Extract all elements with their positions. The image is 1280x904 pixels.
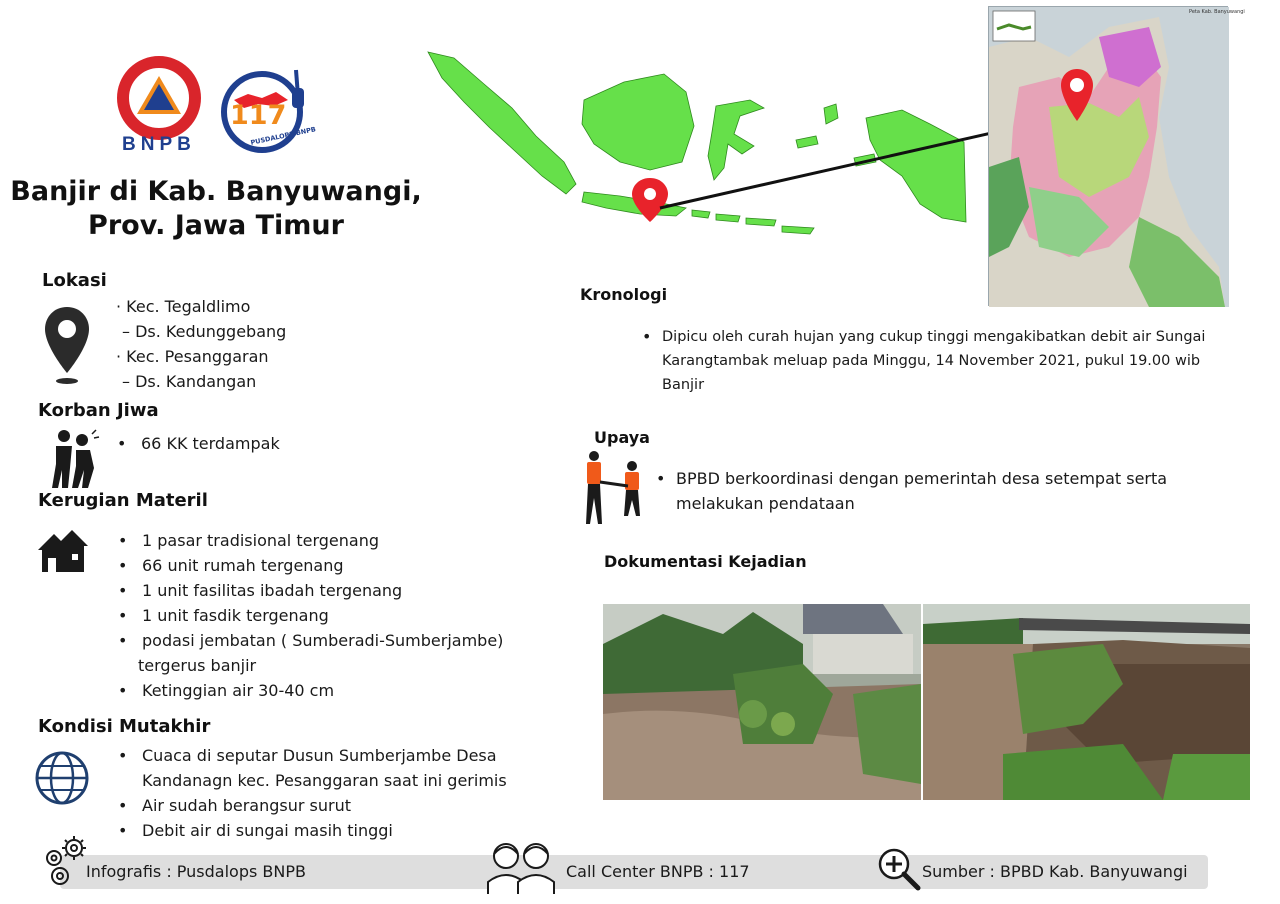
flood-photo-village bbox=[603, 604, 921, 800]
lokasi-item: – Ds. Kedunggebang bbox=[122, 322, 287, 341]
flood-photo-bridge bbox=[923, 604, 1250, 800]
victims-icon bbox=[48, 428, 100, 490]
magnifier-plus-icon bbox=[876, 846, 922, 892]
kronologi-line: Banjir bbox=[662, 377, 705, 393]
upaya-heading: Upaya bbox=[594, 428, 650, 447]
houses-icon bbox=[36, 528, 88, 574]
kerugian-item: • podasi jembatan ( Sumberadi-Sumberjambe) bbox=[118, 628, 503, 653]
kondisi-heading: Kondisi Mutakhir bbox=[38, 716, 211, 737]
title-line-1: Banjir di Kab. Banyuwangi, bbox=[10, 176, 422, 207]
korban-list bbox=[117, 431, 280, 456]
bnpb-emblem-icon bbox=[118, 60, 200, 140]
kondisi-item-cont: Kandanagn kec. Pesanggaran saat ini gerimis bbox=[142, 771, 507, 790]
kondisi-item: • Debit air di sungai masih tinggi bbox=[118, 818, 507, 843]
lokasi-list bbox=[116, 294, 286, 394]
call-center-icon bbox=[484, 838, 560, 894]
lokasi-item: · Kec. Pesanggaran bbox=[116, 347, 269, 366]
upaya-line: melakukan pendataan bbox=[676, 494, 855, 513]
island-sumatra bbox=[428, 52, 576, 194]
footer-sumber: Sumber : BPBD Kab. Banyuwangi bbox=[922, 862, 1188, 881]
kerugian-list bbox=[118, 528, 503, 703]
upaya-line: • BPBD berkoordinasi dengan pemerintah desa setempat serta bbox=[656, 466, 1167, 491]
kondisi-item: • Cuaca di seputar Dusun Sumberjambe Desa bbox=[118, 743, 507, 768]
location-pin-icon bbox=[42, 305, 92, 387]
kronologi-line: Karangtambak meluap pada Minggu, 14 November 2021, pukul 19.00 wib bbox=[662, 353, 1201, 369]
korban-item: • 66 KK terdampak bbox=[117, 431, 280, 456]
kerugian-item: • 1 unit fasilitas ibadah tergenang bbox=[118, 578, 503, 603]
kerugian-item: • 1 pasar tradisional tergenang bbox=[118, 528, 503, 553]
inset-map-pin-icon bbox=[1059, 67, 1095, 123]
title-line-2: Prov. Jawa Timur bbox=[88, 210, 344, 241]
gears-icon bbox=[38, 832, 92, 888]
kronologi-text bbox=[642, 325, 1205, 397]
page-title bbox=[0, 175, 432, 243]
banyuwangi-map bbox=[988, 6, 1245, 306]
kerugian-item-cont: tergerus banjir bbox=[138, 656, 257, 675]
kondisi-item: • Air sudah berangsur surut bbox=[118, 793, 507, 818]
kerugian-item: • Ketinggian air 30-40 cm bbox=[118, 678, 503, 703]
flood-photo-village-image bbox=[603, 604, 921, 800]
bnpb-logo bbox=[118, 60, 200, 158]
korban-heading: Korban Jiwa bbox=[38, 400, 159, 421]
rescue-workers-icon bbox=[580, 450, 644, 528]
banyuwangi-map-graphic bbox=[989, 7, 1229, 307]
lokasi-item: – Ds. Kandangan bbox=[122, 372, 257, 391]
kerugian-item: • 1 unit fasdik tergenang bbox=[118, 603, 503, 628]
footer-infografis: Infografis : Pusdalops BNPB bbox=[86, 862, 306, 881]
kronologi-heading: Kronologi bbox=[580, 285, 668, 304]
inset-map-label: Peta Kab. Banyuwangi bbox=[1189, 9, 1245, 15]
lokasi-item: · Kec. Tegaldlimo bbox=[116, 297, 251, 316]
flood-photo-bridge-image bbox=[923, 604, 1250, 800]
kondisi-list bbox=[118, 743, 507, 843]
kerugian-item: • 66 unit rumah tergenang bbox=[118, 553, 503, 578]
dokumentasi-heading: Dokumentasi Kejadian bbox=[604, 552, 807, 571]
lokasi-heading: Lokasi bbox=[42, 270, 107, 291]
bnpb-logo-text: BNPB bbox=[122, 134, 196, 155]
pusdalops-logo bbox=[218, 66, 317, 156]
upaya-text bbox=[656, 466, 1167, 516]
globe-icon bbox=[34, 750, 90, 806]
pusdalops-text: PUSDALOPS BNPB bbox=[249, 125, 317, 147]
footer-call-center: Call Center BNPB : 117 bbox=[566, 862, 750, 881]
pusdalops-number: 117 bbox=[230, 100, 287, 131]
kerugian-heading: Kerugian Materil bbox=[38, 490, 208, 511]
kronologi-line: • Dipicu oleh curah hujan yang cukup tinggi mengakibatkan debit air Sungai bbox=[642, 325, 1205, 349]
